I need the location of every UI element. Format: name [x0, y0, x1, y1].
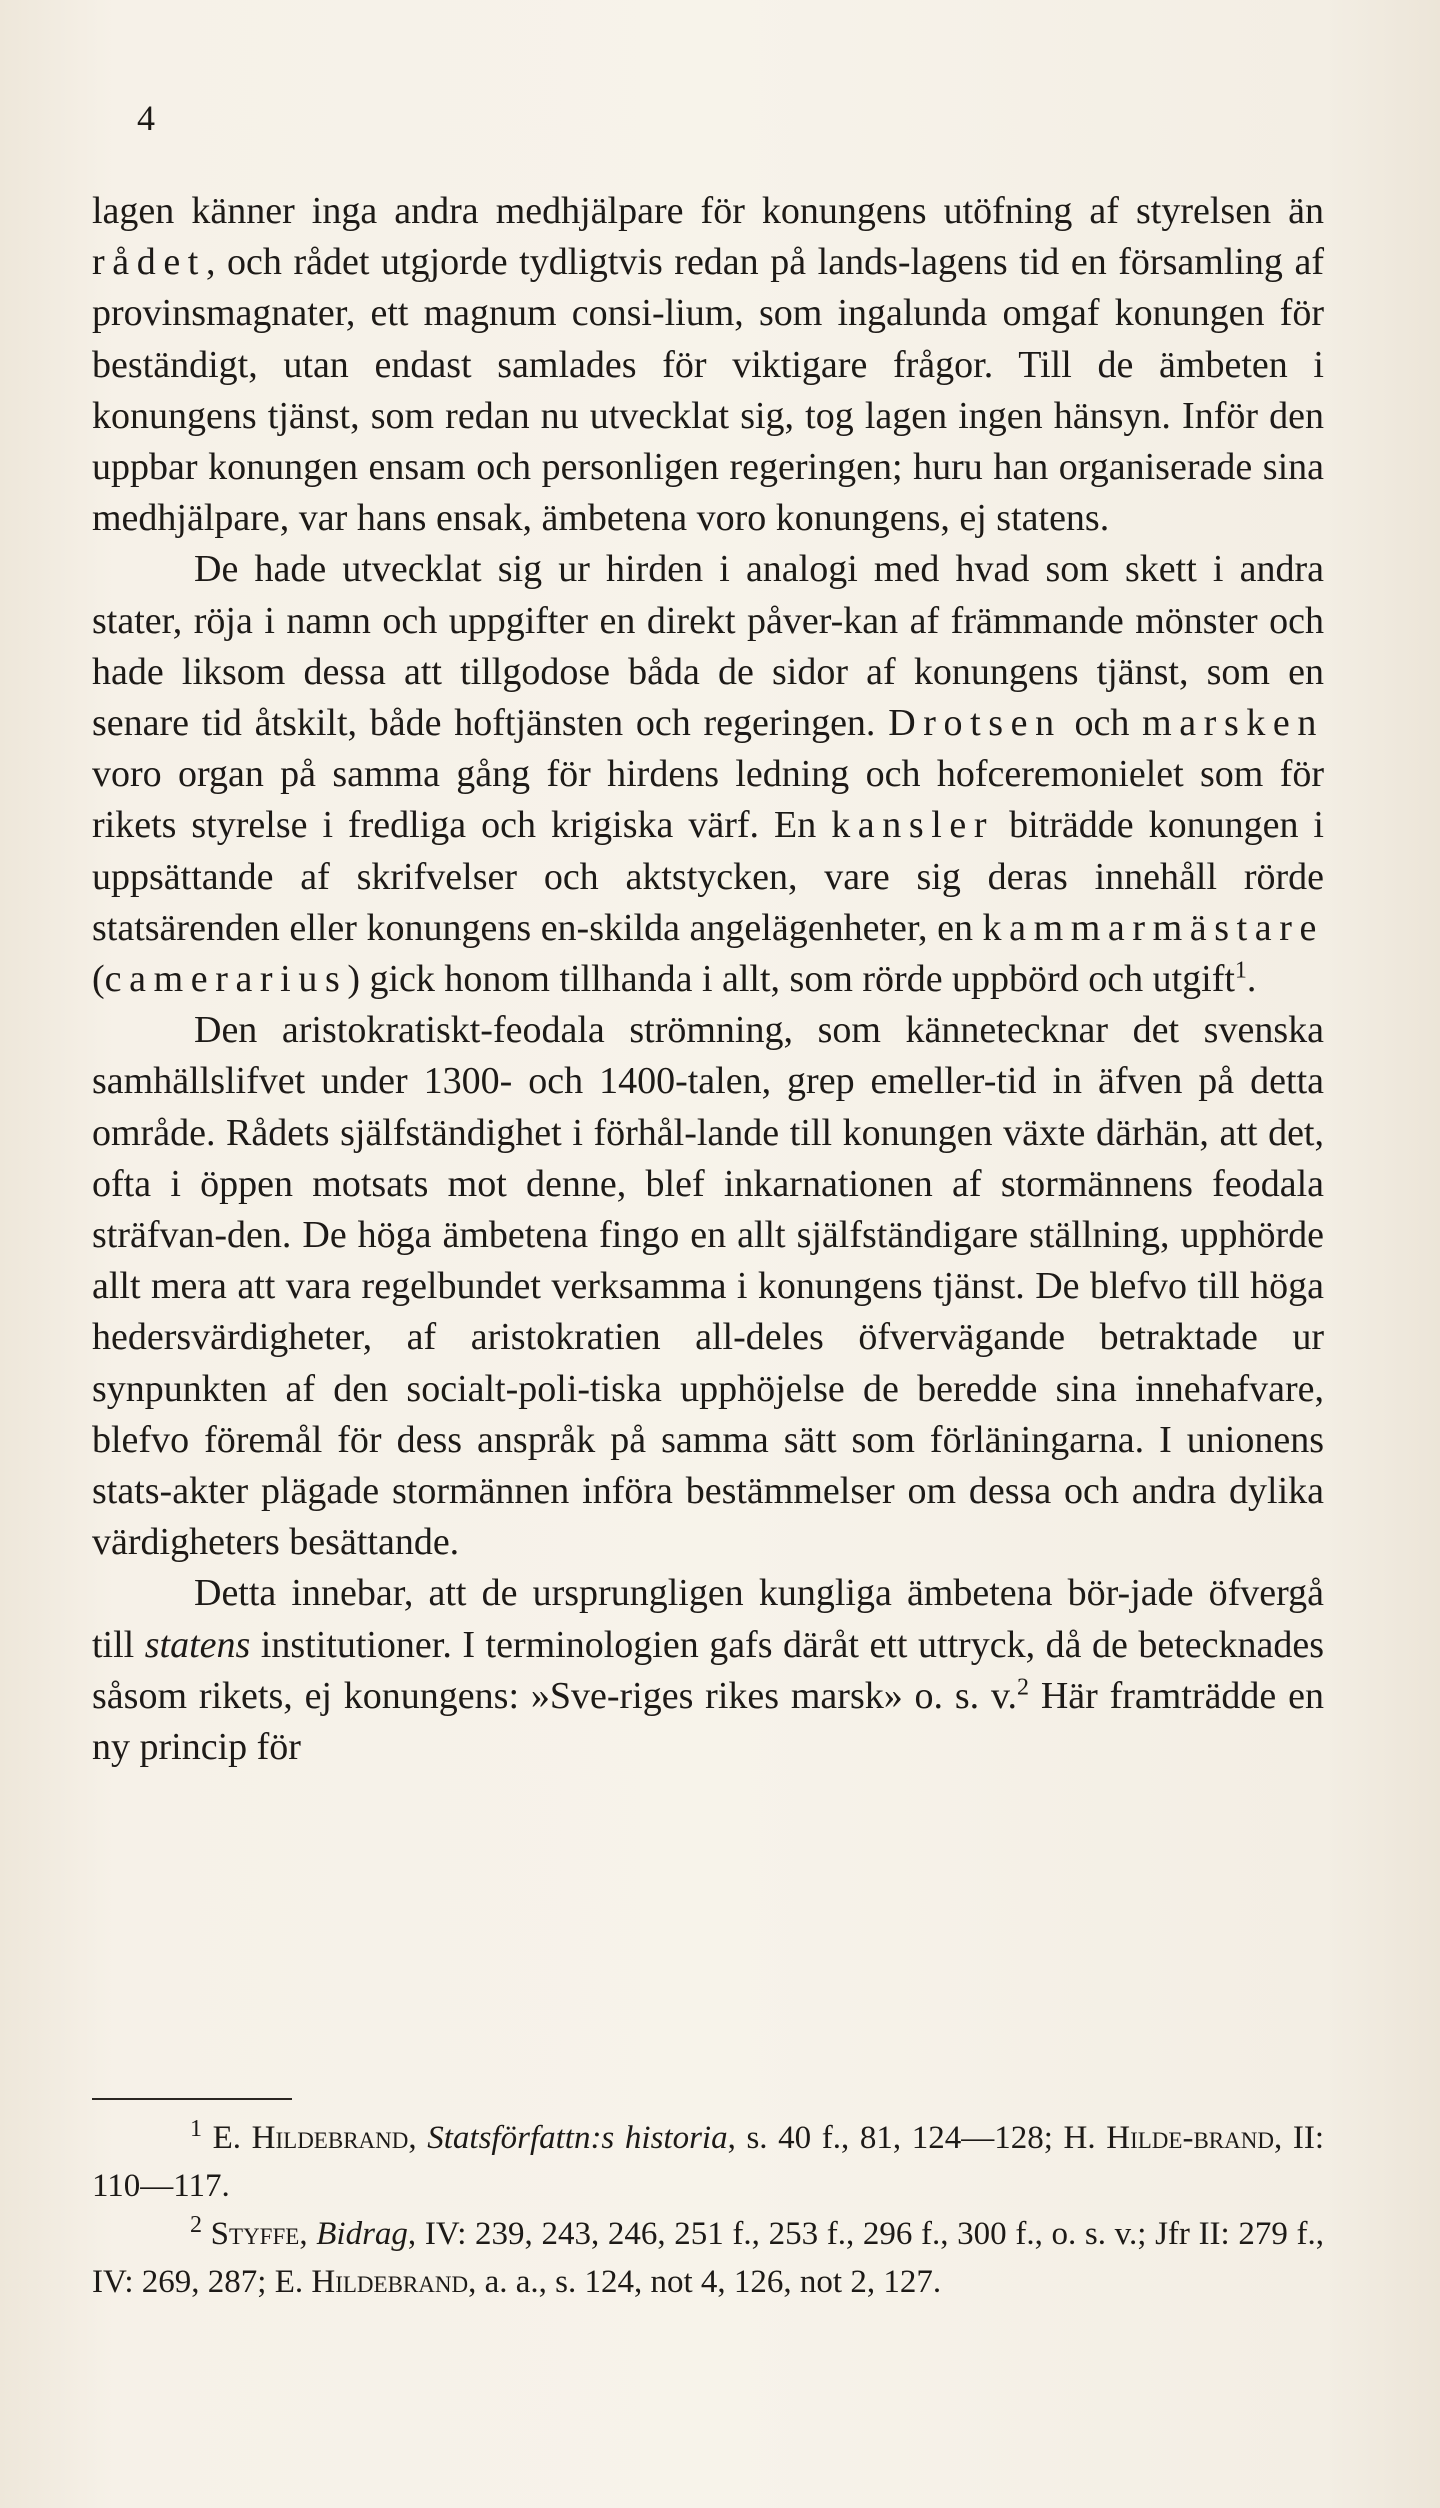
- paragraph-4-end: Här framträdde en ny princip för: [92, 1674, 1324, 1769]
- footnote-2-text: [202, 2216, 211, 2252]
- work-title: Bidrag: [316, 2216, 408, 2252]
- author-name: Hildebrand: [251, 2120, 409, 2156]
- paragraph-2-connector: och: [1061, 702, 1143, 745]
- paren-open: (: [92, 958, 105, 1001]
- footnote-1-end: , II: 110—117.: [92, 2120, 1324, 2204]
- footnote-1-text: E.: [202, 2120, 252, 2156]
- term-camerarius: camerarius: [104, 958, 348, 1001]
- term-kansler: kansler: [831, 804, 995, 847]
- paragraph-1-text-cont: , och rådet utgjorde tydligtvis redan på lands-lagens tid en församling af provinsmagnater, ett magnum consi-lium, som ingalunda omgaf konungen för beständigt, utan endast samlades för viktigare frågor. Till de ämbeten i konungens tjänst, som redan nu utvecklat sig, tog lagen ingen hänsyn. Inför den uppbar konungen ensam och personligen regeringen; huru han organiserade sina medhjälpare, var hans ensak, ämbetena voro konungens, ej statens.: [92, 241, 1324, 540]
- term-kammarmastare: kammarmästare: [982, 906, 1324, 949]
- author-name: Hildebrand: [311, 2264, 469, 2300]
- footnote-2-end: , a. a., s. 124, not 4, 126, not 2, 127.: [468, 2264, 942, 2300]
- footnote-ref-2[interactable]: 2: [1017, 1674, 1030, 1701]
- footnote-1: [92, 2114, 1324, 2210]
- footnote-2-mark: 2: [190, 2212, 202, 2238]
- paragraph-1: [92, 186, 1324, 544]
- footnote-1-pages: , s. 40 f., 81, 124—128; H.: [727, 2120, 1107, 2156]
- author-name: Styffe: [210, 2216, 300, 2252]
- footnote-ref-1[interactable]: 1: [1234, 957, 1247, 984]
- term-radet: rådet: [92, 241, 206, 284]
- paragraph-2-text-cont-3: ) gick honom tillhanda i allt, som rörde uppbörd och utgift: [347, 958, 1235, 1001]
- page-number: 4: [137, 98, 155, 138]
- term-statens: statens: [144, 1623, 251, 1666]
- footnote-2-sep: ,: [299, 2216, 317, 2252]
- paragraph-2-text-cont: voro organ på samma gång för hirdens ledning och hofceremonielet som för rikets styrelse i fredliga och krigiska värf. En: [92, 753, 1324, 847]
- footnotes: [92, 2114, 1324, 2306]
- author-name: Hilde-brand: [1106, 2120, 1274, 2156]
- work-title: Statsförfattn:s historia: [427, 2120, 728, 2156]
- term-marsken: marsken: [1142, 702, 1324, 745]
- paragraph-2: [92, 544, 1324, 1005]
- footnote-divider: [92, 2098, 292, 2100]
- paragraph-4-text: Detta innebar, att de ursprungligen kungliga ämbetena bör-jade öfvergå till: [92, 1572, 1324, 1666]
- footnote-2-pages: , IV: 239, 243, 246, 251 f., 253 f., 296 f., 300 f., o. s. v.; Jfr II: 279 f., IV: 269, 287; E.: [92, 2216, 1325, 2300]
- footnote-2: [92, 2210, 1324, 2306]
- term-drotsen: Drotsen: [888, 702, 1062, 745]
- paragraph-2-text-cont-2: biträdde konungen i uppsättande af skrifvelser och aktstycken, vare sig deras innehåll rörde statsärenden eller konungens en-skilda angelägenheter, en: [92, 804, 1324, 949]
- footnote-1-mark: 1: [190, 2116, 202, 2142]
- paragraph-4-text-cont: institutioner. I terminologien gafs däråt ett uttryck, då de betecknades såsom rikets, ej konungens: »Sve-riges rikes marsk» o. s. v.: [92, 1623, 1324, 1717]
- paragraph-4: [92, 1568, 1324, 1773]
- paragraph-3: Den aristokratiskt-feodala strömning, som kännetecknar det svenska samhällslifvet under 1300- och 1400-talen, grep emeller-tid in äfven på detta område. Rådets själfständighet i förhål-lande till konungen växte därhän, att det, ofta i öppen motsats mot denne, blef inkarnationen af stormännens feodala sträfvan-den. De höga ämbetena fingo en allt själfständigare ställning, upphörde allt mera att vara regelbundet verksamma i konungens tjänst. De blefvo till höga hedersvärdigheter, af aristokratien all-deles öfvervägande betraktade ur synpunkten af den socialt-poli-tiska upphöjelse de beredde sina innehafvare, blefvo föremål för dess anspråk på samma sätt som förläningarna. I unionens stats-akter plägade stormännen införa bestämmelser om dessa och andra dylika värdigheters besättande.: [92, 1009, 1324, 1564]
- paragraph-1-text: lagen känner inga andra medhjälpare för konungens utöfning af styrelsen än: [92, 190, 1324, 232]
- paragraph-2-end: .: [1246, 958, 1257, 1001]
- paragraph-2-text: De hade utvecklat sig ur hirden i analogi med hvad som skett i andra stater, röja i namn och uppgifter en direkt påver-kan af främmande mönster och hade liksom dessa att tillgodose båda de sidor af konungens tjänst, som en senare tid åtskilt, både hoftjänsten och regeringen.: [92, 548, 1324, 745]
- body-text: [92, 186, 1324, 1773]
- footnote-1-sep: ,: [408, 2120, 428, 2156]
